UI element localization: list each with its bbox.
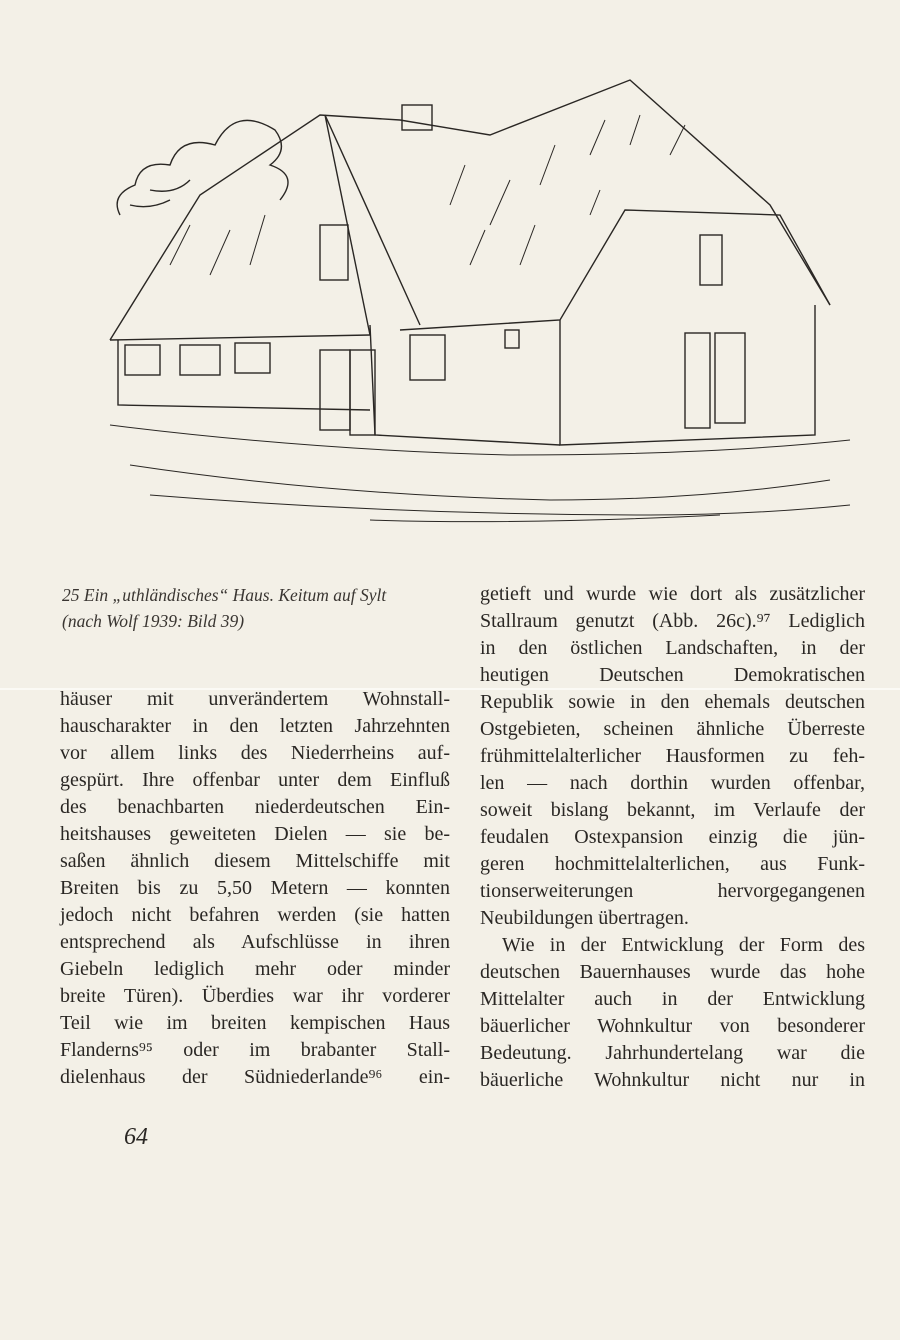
text-line: Wie in der Entwicklung der Form des — [502, 934, 865, 956]
text-line: hauscharakter in den letzten Jahrzehnten — [60, 715, 450, 737]
text-line: tionserweiterungen hervorgegangenen — [480, 880, 865, 902]
house-drawing — [110, 80, 850, 522]
caption-line: (nach Wolf 1939: Bild 39) — [62, 611, 245, 631]
text-line: Republik sowie in den ehemals deutschen — [480, 691, 865, 713]
text-line: Teil wie im breiten kempischen Haus — [60, 1012, 450, 1034]
text-line: heutigen Deutschen Demokratischen — [480, 664, 865, 686]
text-line: Neubildungen übertragen. — [480, 907, 689, 929]
text-line: Bedeutung. Jahrhundertelang war die — [480, 1042, 865, 1064]
text-line: deutschen Bauernhauses wurde das hohe — [480, 961, 865, 983]
page-number: 64 — [124, 1124, 148, 1150]
text-line: in den östlichen Landschaften, in der — [480, 637, 865, 659]
text-line: breite Türen). Überdies war ihr vorderer — [60, 985, 450, 1007]
text-line: Mittelalter auch in der Entwicklung — [480, 988, 865, 1010]
text-line: vor allem links des Niederrheins auf- — [60, 742, 450, 764]
text-line: dielenhaus der Südniederlande⁹⁶ ein- — [60, 1066, 450, 1088]
text-line: jedoch nicht befahren werden (sie hatten — [60, 904, 450, 926]
text-line: frühmittelalterlicher Hausformen zu feh- — [480, 745, 865, 767]
text-line: Giebeln lediglich mehr oder minder — [60, 958, 450, 980]
text-line: saßen ähnlich diesem Mittelschiffe mit — [60, 850, 450, 872]
cloud-sketch — [117, 120, 288, 215]
text-line: heitshauses geweiteten Dielen — sie be- — [60, 823, 450, 845]
text-line: Flanderns⁹⁵ oder im brabanter Stall- — [60, 1039, 450, 1061]
text-line: Breiten bis zu 5,50 Metern — konnten — [60, 877, 450, 899]
text-line: len — nach dorthin wurden offenbar, — [480, 772, 865, 794]
text-line: Stallraum genutzt (Abb. 26c).⁹⁷ Lediglich — [480, 610, 865, 632]
house-illustration — [70, 65, 860, 535]
text-line: bäuerliche Wohnkultur nicht nur in — [480, 1069, 865, 1091]
caption-line: 25 Ein „uthländisches“ Haus. Keitum auf Sylt — [62, 585, 387, 605]
text-line: des benachbarten niederdeutschen Ein- — [60, 796, 450, 818]
left-text-column — [60, 686, 450, 1091]
text-line: geren hochmittelalterlichen, aus Funk- — [480, 853, 865, 875]
text-line: bäuerlicher Wohnkultur von besonderer — [480, 1015, 865, 1037]
figure-caption — [62, 582, 454, 634]
text-line: entsprechend als Aufschlüsse in ihren — [60, 931, 450, 953]
text-line: soweit bislang bekannt, im Verlaufe der — [480, 799, 865, 821]
text-line: häuser mit unverändertem Wohnstall- — [60, 688, 450, 710]
right-text-column — [480, 581, 865, 1094]
text-line: Ostgebieten, scheinen ähnliche Überreste — [480, 718, 865, 740]
text-line: getieft und wurde wie dort als zusätzlicher — [480, 583, 865, 605]
text-line: feudalen Ostexpansion einzig die jün- — [480, 826, 865, 848]
text-line: gespürt. Ihre offenbar unter dem Einfluß — [60, 769, 450, 791]
